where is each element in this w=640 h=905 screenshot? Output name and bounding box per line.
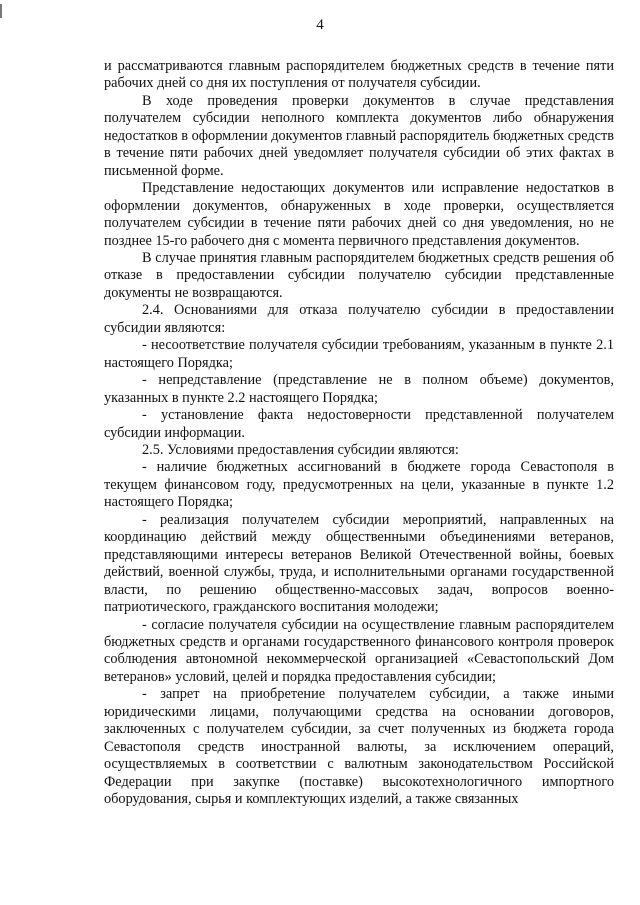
paragraph-refusal-documents: В случае принятия главным распорядителем бюджетных средств решения об отказе в предоставлении субсидии получателю субсидии представленные документы не возвращаются. bbox=[104, 249, 614, 301]
clause-2-4-item-2: - непредставление (представление не в полном объеме) документов, указанных в пункте 2.2 настоящего Порядка; bbox=[104, 372, 614, 406]
clause-2-5-item-2: - реализация получателем субсидии мероприятий, направленных на координацию действий между общественными объединениями ветеранов, представляющими интересы ветеранов Великой Отечественной войны, боевых действий, военной службы, труда, и исполнительными органами государственной власти, по решению общественно-массовых задач, вопросов военно-патриотического, гражданского воспитания молодежи; bbox=[104, 511, 614, 616]
clause-2-4-heading: 2.4. Основаниями для отказа получателю субсидии в предоставлении субсидии являются: bbox=[104, 302, 614, 336]
clause-2-4-item-3: - установление факта недостоверности представленной получателем субсидии информации. bbox=[104, 407, 614, 441]
clause-2-4-item-1: - несоответствие получателя субсидии требованиям, указанным в пункте 2.1 настоящего Порядка; bbox=[104, 337, 614, 371]
scan-edge-mark bbox=[0, 4, 2, 18]
paragraph-missing-documents: Представление недостающих документов или исправление недостатков в оформлении документов, обнаруженных в ходе проверки, осуществляется получателем субсидии в течение пяти рабочих дней со дня уведомления, но не позднее 15-го рабочего дня с момента первичного представления документов. bbox=[104, 180, 614, 249]
clause-2-5-item-4: - запрет на приобретение получателем субсидии, а также иными юридическими лицами, получающими средства на основании договоров, заключенных с получателем субсидии, за счет полученных из бюджета города Севастополя средств иностранной валюты, за исключением операций, осуществляемых в соответствии с валютным законодательством Российской Федерации при закупке (поставке) высокотехнологичного импортного оборудования, сырья и комплектующих изделий, а также связанных bbox=[104, 686, 614, 808]
document-body bbox=[104, 58, 614, 808]
clause-2-5-item-1: - наличие бюджетных ассигнований в бюджете города Севастополя в текущем финансовом году, предусмотренных на цели, указанные в пункте 1.2 настоящего Порядка; bbox=[104, 459, 614, 511]
paragraph-continuation: и рассматриваются главным распорядителем бюджетных средств в течение пяти рабочих дней со дня их поступления от получателя субсидии. bbox=[104, 58, 614, 92]
page-number: 4 bbox=[316, 17, 324, 33]
clause-2-5-item-3: - согласие получателя субсидии на осуществление главным распорядителем бюджетных средств и органами государственного финансового контроля проверок соблюдения автономной некоммерческой организацией «Севастопольский Дом ветеранов» условий, целей и порядка предоставления субсидии; bbox=[104, 616, 614, 685]
clause-2-5-heading: 2.5. Условиями предоставления субсидии являются: bbox=[142, 441, 459, 458]
paragraph-document-check: В ходе проведения проверки документов в случае представления получателем субсидии неполного комплекта документов либо обнаружения недостатков в оформлении документов главный распорядитель бюджетных средств в течение пяти рабочих дней уведомляет получателя субсидии об этих фактах в письменной форме. bbox=[104, 92, 614, 179]
